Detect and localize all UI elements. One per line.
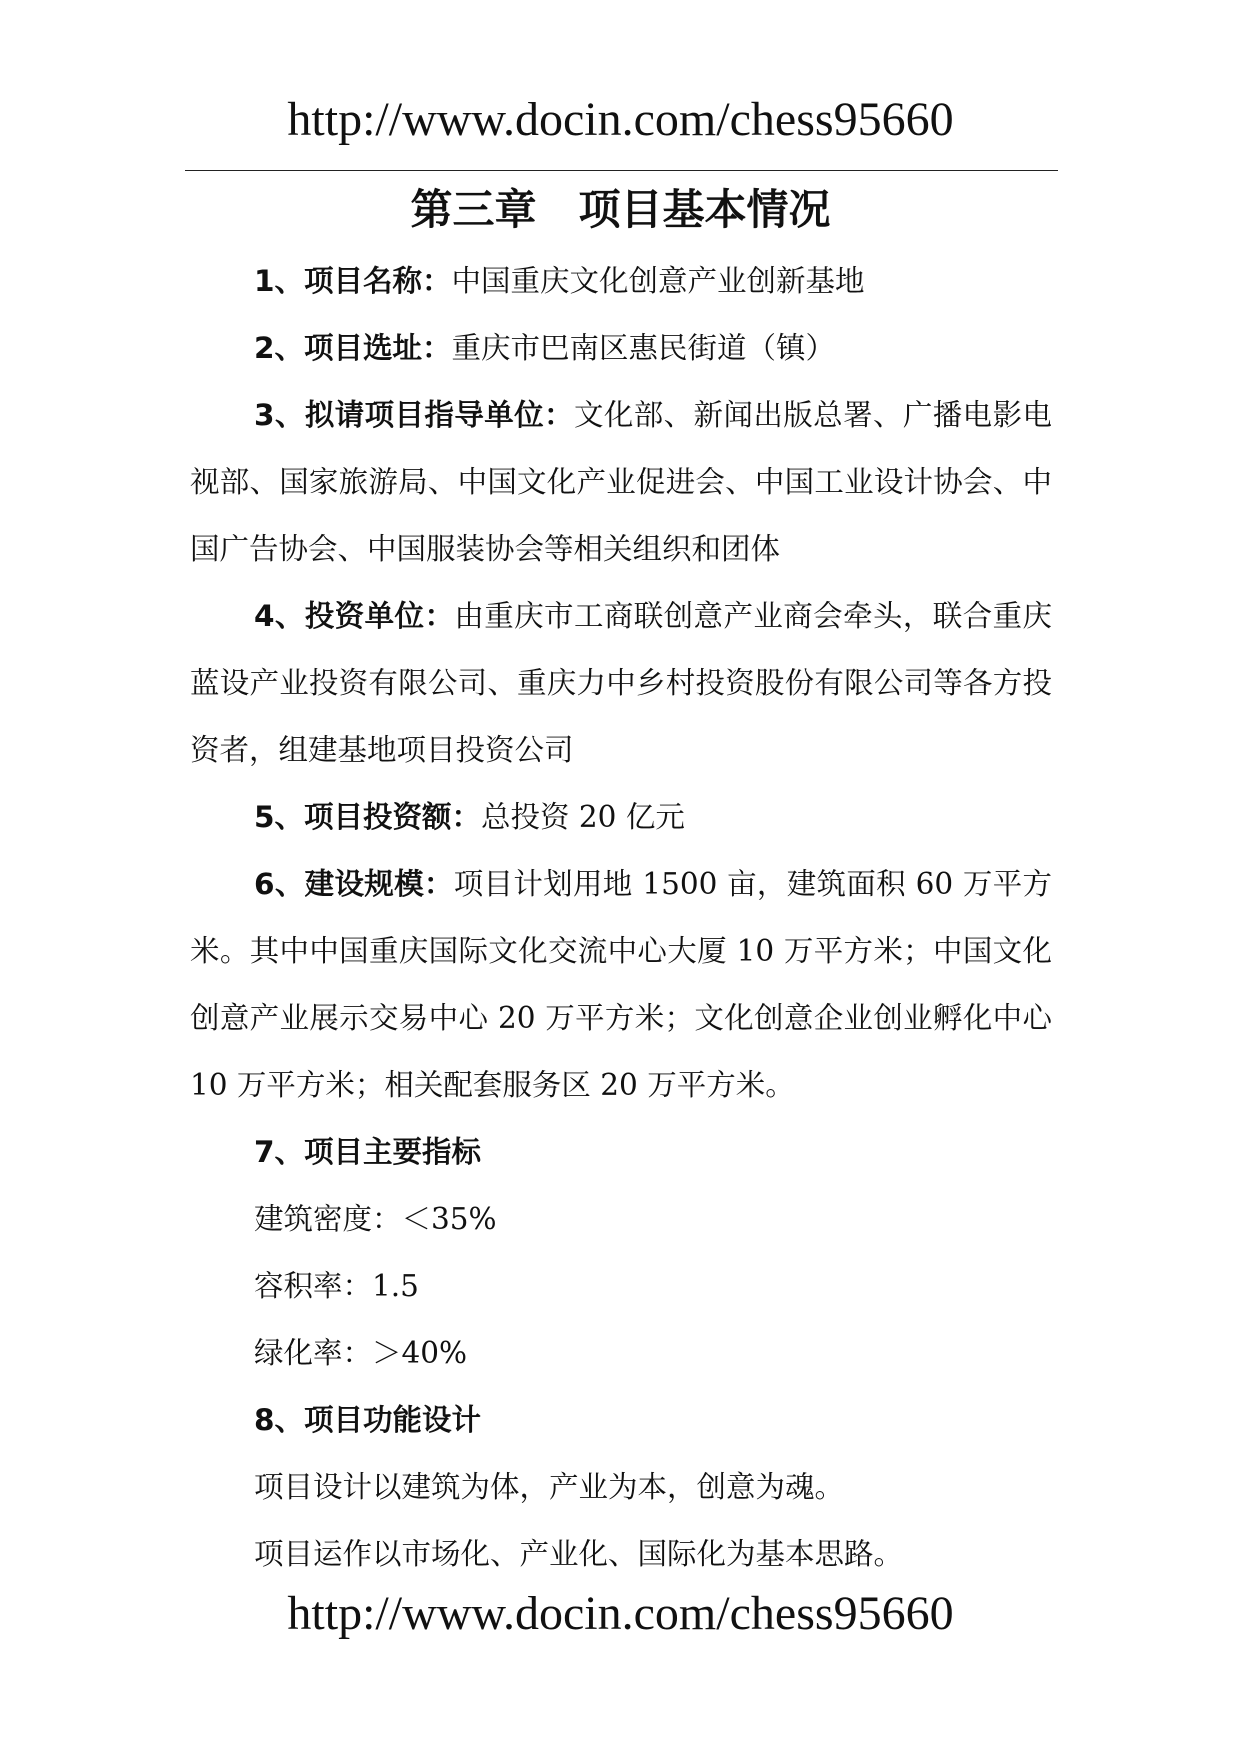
chapter-title: 第三章 项目基本情况 [410, 185, 831, 234]
header-divider [185, 170, 1058, 171]
item-label: 3、拟请项目指导单位： [254, 398, 574, 432]
item-investment-amount [190, 784, 1052, 851]
item-text: 项目计划用地 1500 亩，建筑面积 60 万平方米。其中中国重庆国际文化交流中心大厦 10 万平方米；中国文化创意产业展示交易中心 20 万平方米；文化创意企业创业孵化中心 10 万平方米；相关配套服务区 20 万平方米。 [190, 867, 1053, 1102]
item-construction-scale [190, 851, 1052, 1119]
item-project-site [190, 315, 1052, 382]
item-investors [190, 583, 1052, 784]
item-guiding-units [190, 382, 1052, 583]
item-label: 4、投资单位： [254, 599, 455, 633]
item-label: 5、项目投资额： [254, 800, 482, 834]
item-text: 总投资 20 亿元 [481, 800, 685, 834]
item-text: 重庆市巴南区惠民街道（镇） [451, 331, 836, 365]
indicator-plot-ratio: 容积率：1.5 [254, 1269, 419, 1303]
document-body [190, 248, 1052, 1588]
item-text: 中国重庆文化创意产业创新基地 [451, 264, 865, 298]
item-label: 6、建设规模： [254, 867, 454, 901]
item-function-design: 8、项目功能设计 [254, 1403, 482, 1437]
design-principle: 项目设计以建筑为体，产业为本，创意为魂。 [254, 1470, 845, 1504]
item-project-name [190, 248, 1052, 315]
indicator-green-ratio: 绿化率：＞40% [254, 1336, 468, 1370]
item-text: 文化部、新闻出版总署、广播电影电视部、国家旅游局、中国文化产业促进会、中国工业设计协会、中国广告协会、中国服装协会等相关组织和团体 [190, 398, 1052, 566]
item-label: 2、项目选址： [254, 331, 452, 365]
indicator-building-density: 建筑密度：＜35% [254, 1202, 497, 1236]
item-label: 1、项目名称： [254, 264, 452, 298]
item-text: 由重庆市工商联创意产业商会牵头，联合重庆蓝设产业投资有限公司、重庆力中乡村投资股份有限公司等各方投资者，组建基地项目投资公司 [190, 599, 1052, 767]
footer-url: http://www.docin.com/chess95660 [287, 1587, 954, 1640]
item-main-indicators: 7、项目主要指标 [254, 1135, 482, 1169]
header-url: http://www.docin.com/chess95660 [287, 93, 954, 146]
operation-principle: 项目运作以市场化、产业化、国际化为基本思路。 [254, 1537, 904, 1571]
